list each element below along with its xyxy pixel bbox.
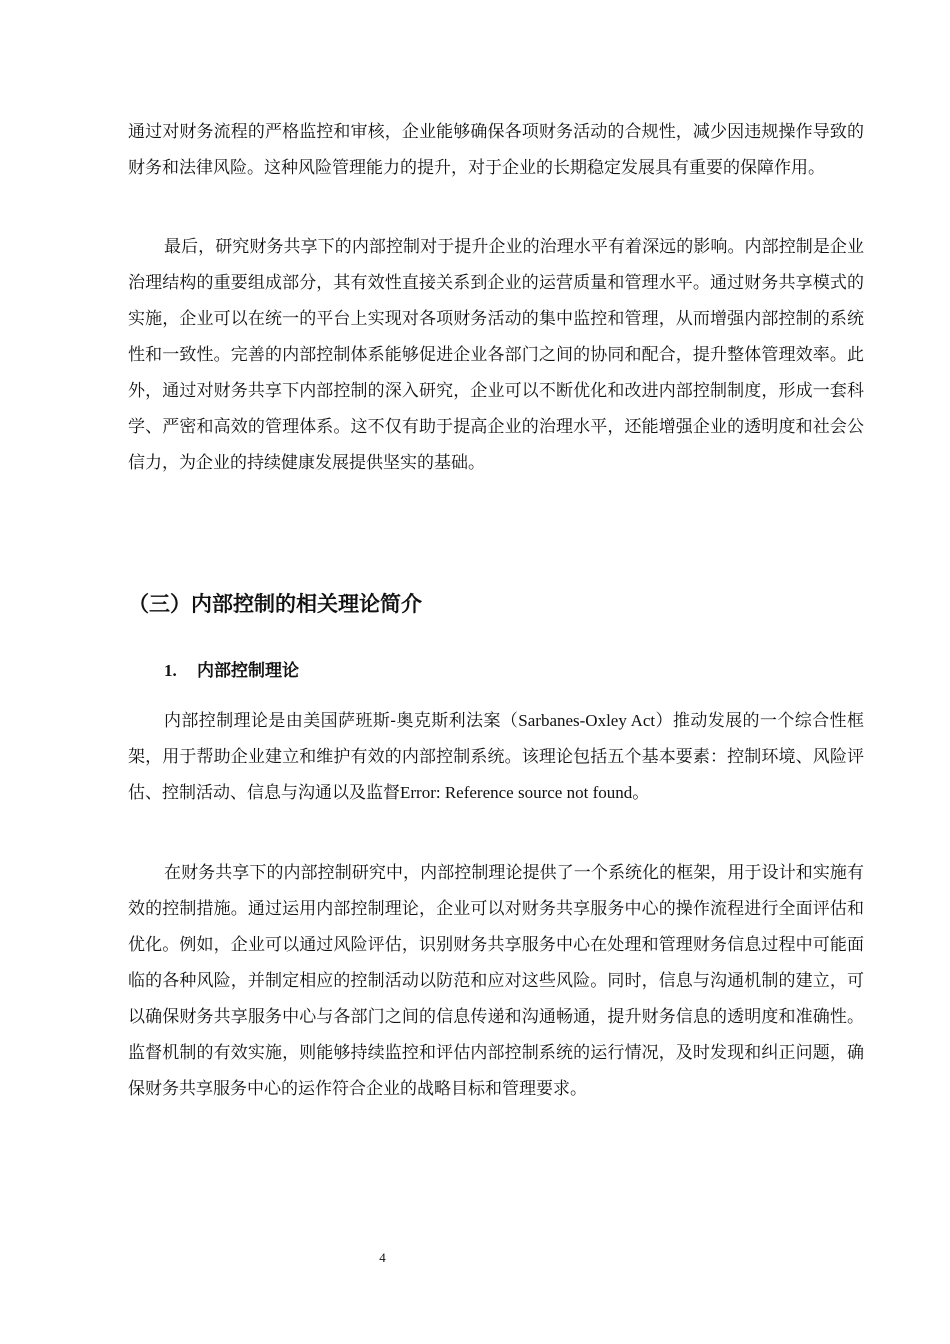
subsection-heading bbox=[164, 653, 299, 689]
reference-error-text: Error: Reference source not found bbox=[400, 783, 633, 802]
intro-text-part1: 内部控制理论是由美国萨班斯-奥克斯利法案（ bbox=[164, 711, 519, 731]
paragraph-continuation: 通过对财务流程的严格监控和审核，企业能够确保各项财务活动的合规性，减少因违规操作导致的财务和法律风险。这种风险管理能力的提升，对于企业的长期稳定发展具有重要的保障作用。 bbox=[128, 122, 864, 178]
page-number: 4 bbox=[379, 1250, 386, 1265]
section-heading: （三）内部控制的相关理论简介 bbox=[128, 592, 422, 616]
paragraph-theory-application: 在财务共享下的内部控制研究中，内部控制理论提供了一个系统化的框架，用于设计和实施有效的控制措施。通过运用内部控制理论，企业可以对财务共享服务中心的操作流程进行全面评估和优化。例如，企业可以通过风险评估，识别财务共享服务中心在处理和管理财务信息过程中可能面临的各种风险，并制定相应的控制活动以防范和应对这些风险。同时，信息与沟通机制的建立，可以确保财务共享服务中心与各部门之间的信息传递和沟通畅通，提升财务信息的透明度和准确性。监督机制的有效实施，则能够持续监控和评估内部控制系统的运行情况，及时发现和纠正问题，确保财务共享服务中心的运作符合企业的战略目标和管理要求。 bbox=[128, 863, 864, 1099]
subsection-number: 1. bbox=[164, 661, 177, 680]
paragraph-theory-intro bbox=[128, 703, 864, 811]
intro-act-name: Sarbanes-Oxley Act bbox=[518, 711, 656, 730]
paragraph-finally: 最后，研究财务共享下的内部控制对于提升企业的治理水平有着深远的影响。内部控制是企业治理结构的重要组成部分，其有效性直接关系到企业的运营质量和管理水平。通过财务共享模式的实施，企业可以在统一的平台上实现对各项财务活动的集中监控和管理，从而增强内部控制的系统性和一致性。完善的内部控制体系能够促进企业各部门之间的协同和配合，提升整体管理效率。此外，通过对财务共享下内部控制的深入研究，企业可以不断优化和改进内部控制制度，形成一套科学、严密和高效的管理体系。这不仅有助于提高企业的治理水平，还能增强企业的透明度和社会公信力，为企业的持续健康发展提供坚实的基础。 bbox=[128, 237, 864, 473]
intro-text-end: 。 bbox=[632, 783, 650, 803]
subsection-title: 内部控制理论 bbox=[197, 661, 299, 681]
intro-text-part2: ）推动发展的一个综合性框架，用于帮助企业建立和维护有效的内部控制系统。该理论包括五个基本要素：控制环境、风险评估、控制活动、信息与沟通以及监督 bbox=[128, 711, 864, 803]
